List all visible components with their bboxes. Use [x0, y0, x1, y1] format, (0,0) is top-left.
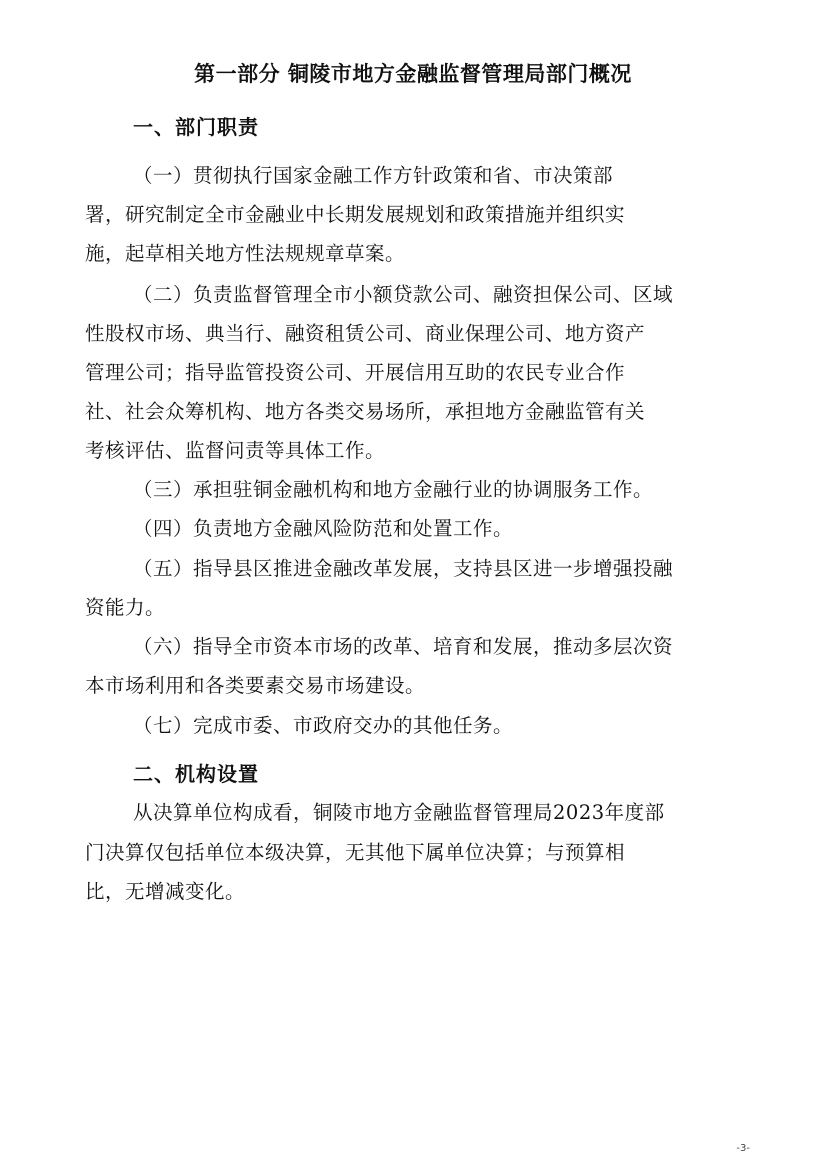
paragraph-line: 管理公司；指导监管投资公司、开展信用互助的农民专业合作: [85, 361, 626, 384]
paragraph-line: 署，研究制定全市金融业中长期发展规划和政策措施并组织实: [85, 203, 626, 226]
document-title: 第一部分 铜陵市地方金融监督管理局部门概况: [194, 62, 632, 86]
page-number: -3-: [736, 1143, 750, 1154]
section-heading-organization: 二、机构设置: [133, 762, 259, 786]
paragraph-line: 从决算单位构成看，铜陵市地方金融监督管理局2023年度部: [133, 801, 665, 824]
paragraph-line: 本市场利用和各类要素交易市场建设。: [85, 674, 426, 697]
paragraph-line: 资能力。: [85, 596, 166, 619]
paragraph-line: （二）负责监督管理全市小额贷款公司、融资担保公司、区域: [133, 283, 674, 306]
paragraph-line: 性股权市场、典当行、融资租赁公司、商业保理公司、地方资产: [85, 322, 646, 345]
paragraph-line: （一）贯彻执行国家金融工作方针政策和省、市决策部: [133, 164, 614, 187]
paragraph-line: 比，无增减变化。: [85, 880, 246, 903]
section-heading-duties: 一、部门职责: [133, 115, 259, 139]
paragraph-line: （五）指导县区推进金融改革发展，支持县区进一步增强投融: [133, 557, 674, 580]
paragraph-line: 考核评估、监督问责等具体工作。: [85, 439, 386, 462]
paragraph-line: （六）指导全市资本市场的改革、培育和发展，推动多层次资: [133, 635, 674, 658]
paragraph-line: 社、社会众筹机构、地方各类交易场所，承担地方金融监管有关: [85, 400, 646, 423]
paragraph-line: （七）完成市委、市政府交办的其他任务。: [133, 714, 514, 737]
paragraph-line: 施，起草相关地方性法规规章草案。: [85, 242, 406, 265]
paragraph-line: 门决算仅包括单位本级决算，无其他下属单位决算；与预算相: [85, 841, 626, 864]
paragraph-line: （四）负责地方金融风险防范和处置工作。: [133, 517, 514, 540]
paragraph-line: （三）承担驻铜金融机构和地方金融行业的协调服务工作。: [133, 478, 654, 501]
